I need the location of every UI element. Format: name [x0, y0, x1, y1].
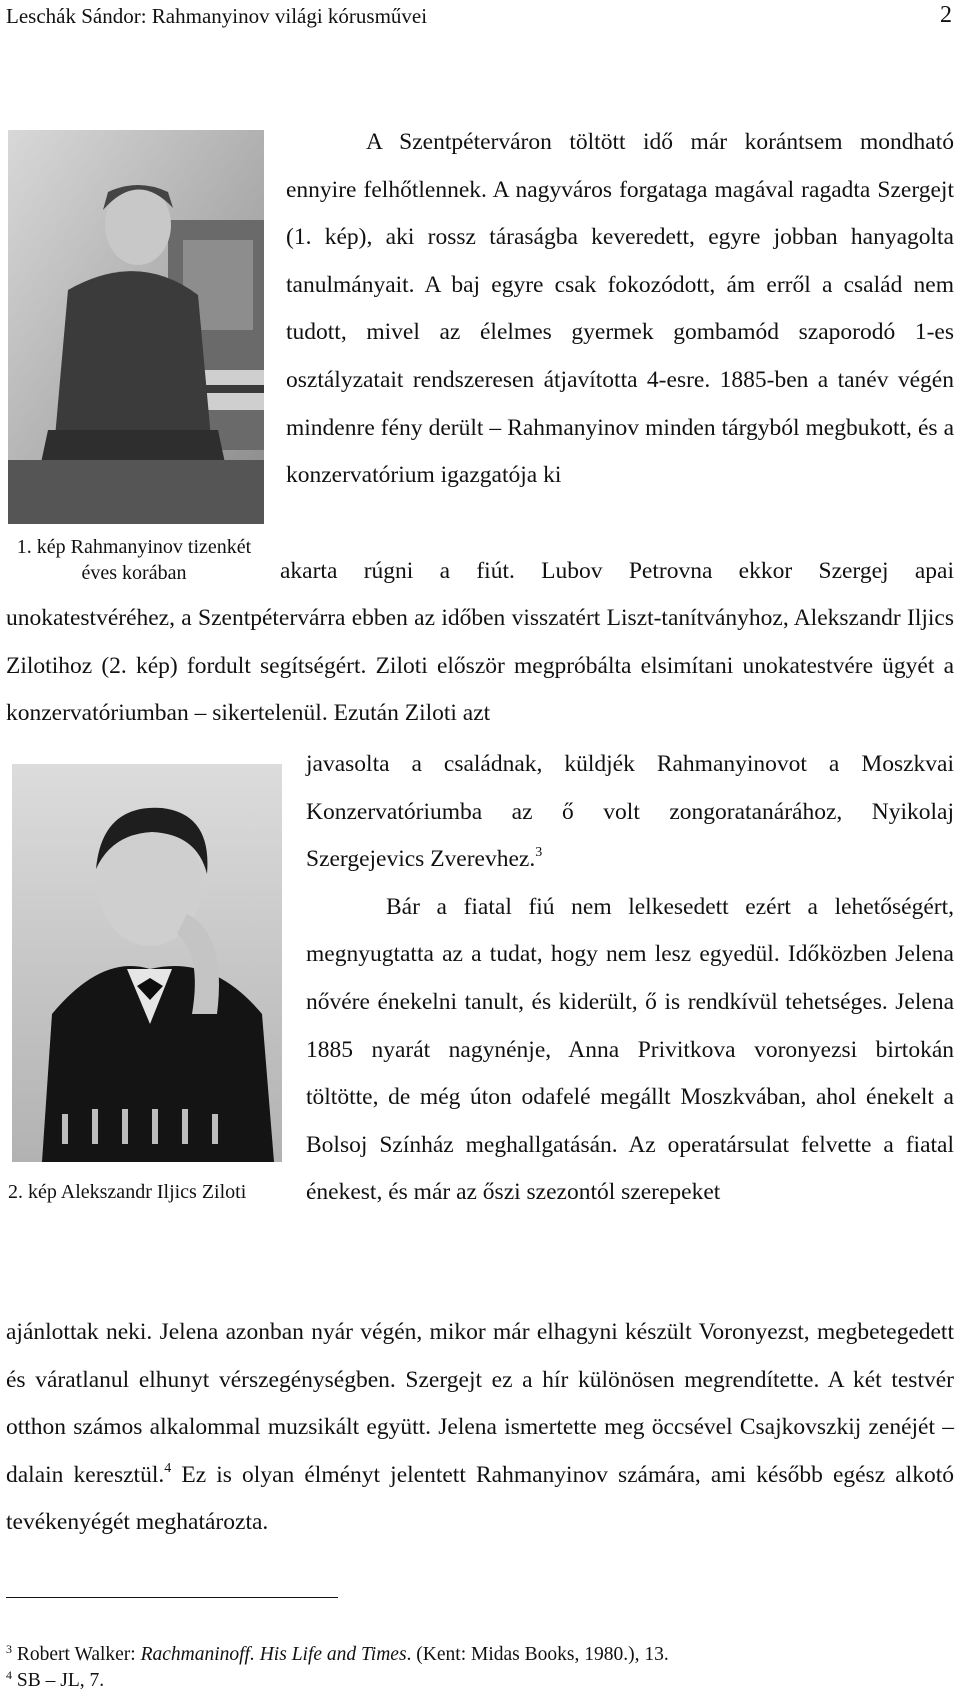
- footnote-ref-3[interactable]: 3: [535, 845, 543, 861]
- figure-1-caption: 1. kép Rahmanyinov tizenkét éves korában: [16, 536, 252, 584]
- footnote-3-rest: . (Kent: Midas Books, 1980.), 13.: [406, 1644, 669, 1665]
- footnotes: [6, 1642, 669, 1694]
- footnote-3-title: Rachmaninoff. His Life and Times: [140, 1644, 407, 1665]
- photo-boy-at-piano: [8, 130, 264, 524]
- footnote-ref-4[interactable]: 4: [164, 1460, 172, 1476]
- paragraph-1-main: A Szentpéterváron töltött idő már korántsem mondható ennyire felhőtlennek. A nagyváros forgataga magával ragadta Szergejt (1. kép), aki rossz táraságba keveredett, egyre jobban hanyagolta tanulmányait. A baj egyre csak fokozódott, ám erről a család nem tudott, mivel az élelmes gyermek gombamód szaporodó 1-es osztályzatait rendszeresen átjavította 4-esre. 1885-ben a tanév végén mindenre fény derült – Rahmanyinov minden tárgyból megbukott, és a konzervatórium igazgatója ki: [286, 129, 954, 489]
- paragraph-1-last-wrapped-line: [280, 548, 954, 596]
- wrapped-text-beside-figure-2: [306, 741, 954, 1217]
- paragraph-2-full-b: Ez is olyan élményt jelentett Rahmanyinov számára, ami később egész alkotó tevékenyégét meghatározta.: [6, 1461, 954, 1536]
- footnote-4: [6, 1668, 669, 1694]
- page-number: 2: [940, 2, 952, 28]
- footnote-4-text: SB – JL, 7.: [16, 1670, 105, 1691]
- photo-boy-at-piano-image: [8, 130, 264, 524]
- paragraph-1-side-text: javasolta a családnak, küldjék Rahmanyinovot a Moszkvai Konzervatóriumba az ő volt zongoratanárához, Nyikolaj Szergejevics Zverevhez.: [306, 751, 954, 873]
- paragraph-1-full-width: [6, 595, 954, 738]
- paragraph-1-wrapped: [286, 119, 954, 500]
- paragraph-2-full-a: ajánlottak neki. Jelena azonban nyár végén, mikor már elhagyni készült Voronyezst, megbetegedett és váratlanul elhunyt vérszegénységben. Szergejt ez a hír különösen megrendítette. A két testvér otthon számos alkalommal muzsikált együtt. Jelena ismertette meg öccsével Csajkovszkij zenéjét – dalain keresztül.: [6, 1319, 954, 1488]
- footnote-3-author: Robert Walker:: [16, 1644, 141, 1665]
- photo-portrait-man-image: [12, 764, 282, 1162]
- paragraph-1-line: akarta rúgni a fiút. Lubov Petrovna ekkor Szergej apai: [280, 558, 954, 584]
- figure-2-caption: 2. kép Alekszandr Iljics Ziloti: [8, 1181, 247, 1203]
- paragraph-1-side: [306, 741, 954, 884]
- paragraph-2-side: Bár a fiatal fiú nem lelkesedett ezért a lehetőségért, megnyugtatta az a tudat, hogy nem lesz egyedül. Időközben Jelena nővére énekelni tanult, és kiderült, ő is rendkívül tehetséges. Jelena 1885 nyarát nagynénje, Anna Privitkova voronyezsi birtokán töltötte, de még úton odafelé megállt Moszkvában, ahol énekelt a Bolsoj Színház meghallgatásán. Az operatársulat felvette a fiatal énekest, és már az őszi szezontól szerepeket: [306, 893, 954, 1206]
- paragraph-2-full-width: [6, 1309, 954, 1547]
- photo-portrait-man: [12, 764, 282, 1162]
- paragraph-2-full: [6, 1309, 954, 1547]
- running-title: Leschák Sándor: Rahmanyinov világi kórusművei: [6, 4, 428, 28]
- footnote-separator: [6, 1597, 338, 1598]
- footnote-3-number: 3: [6, 1642, 12, 1656]
- footnote-4-number: 4: [6, 1668, 12, 1682]
- paragraph-1-full: unokatestvéréhez, a Szentpétervárra ebben az időben visszatért Liszt-tanítványhoz, Alekszandr Iljics Zilotihoz (2. kép) fordult segítségért. Ziloti először megpróbálta elsimítani unokatestvére ügyét a konzervatóriumban – sikertelenül. Ezután Ziloti azt: [6, 605, 954, 727]
- footnote-3: [6, 1642, 669, 1668]
